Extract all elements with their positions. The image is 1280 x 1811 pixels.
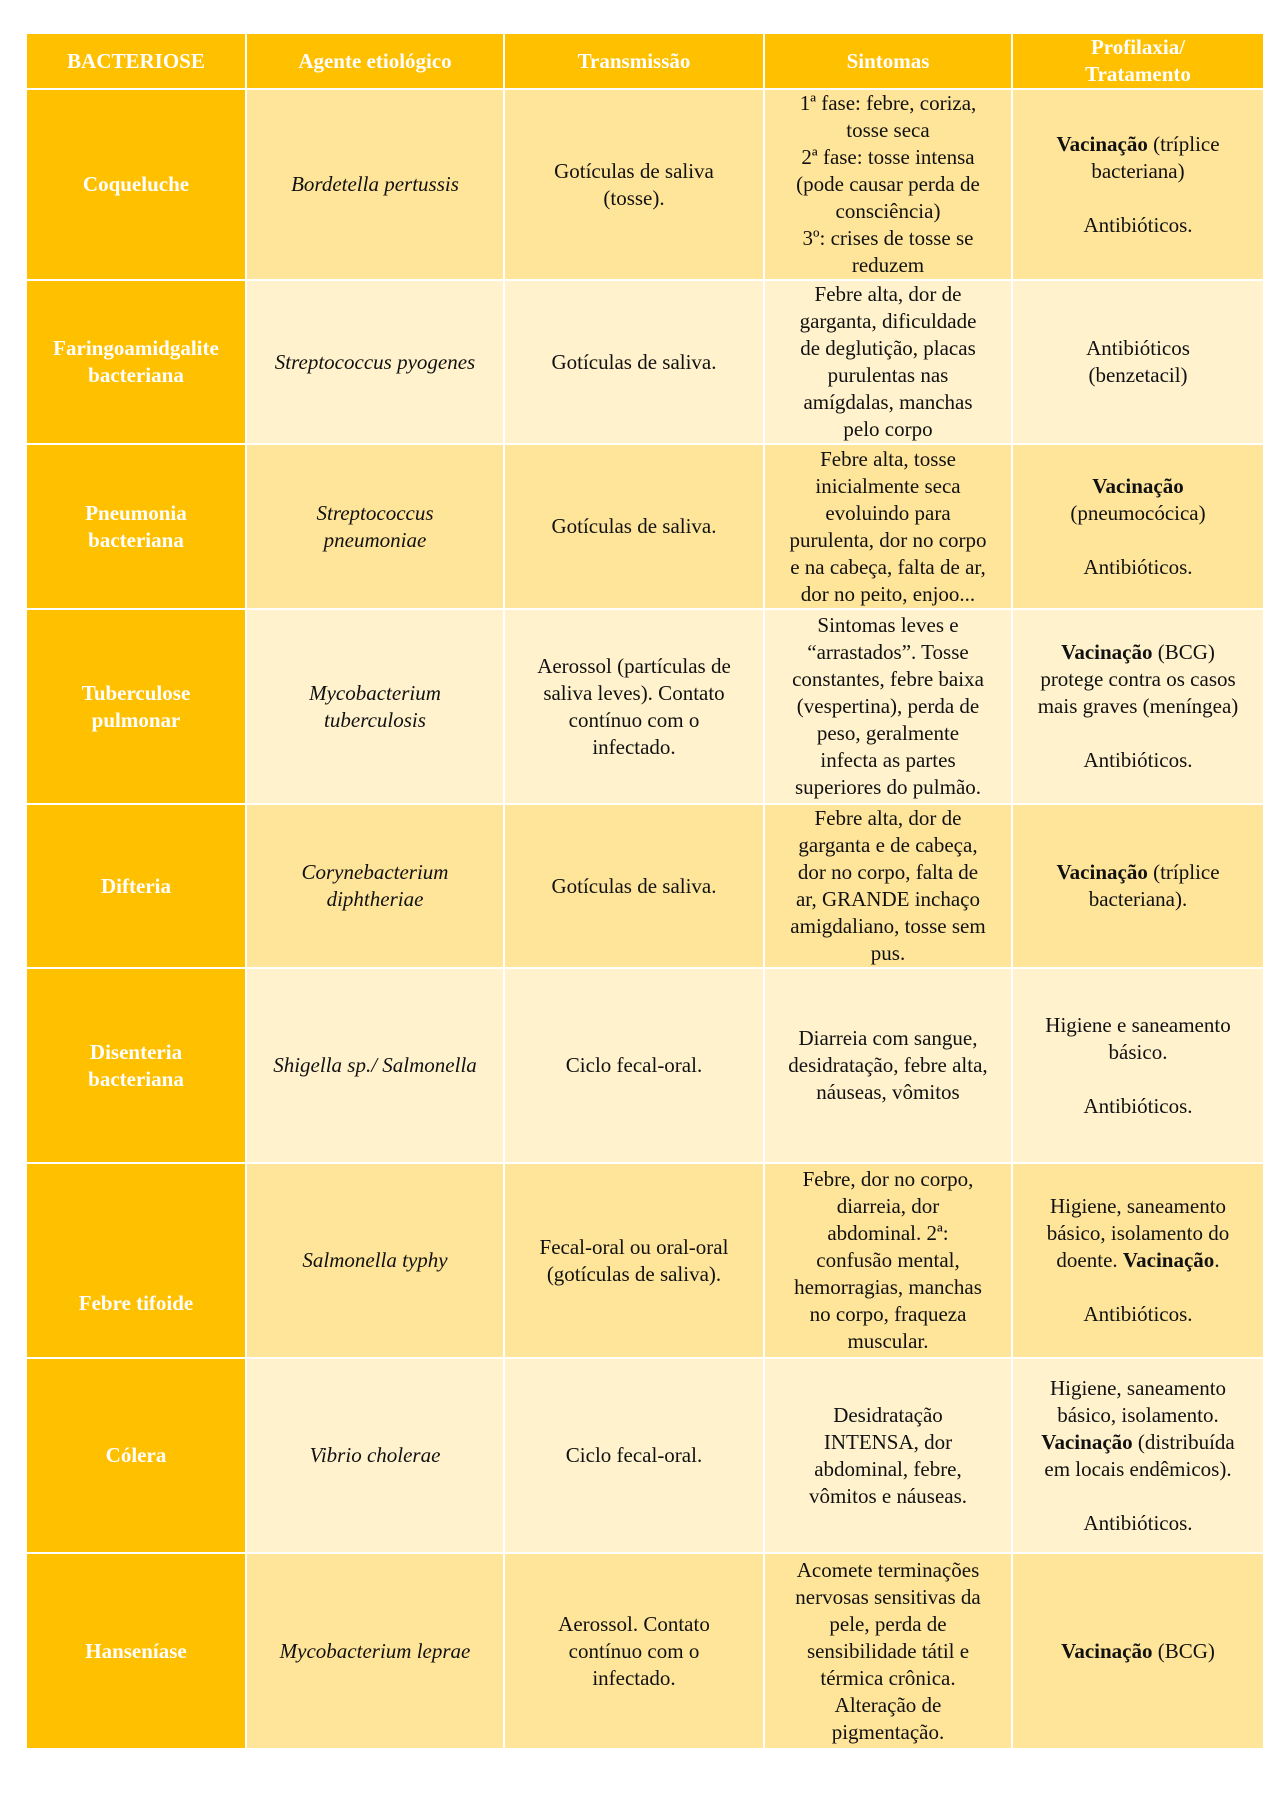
- spacer: [1019, 720, 1257, 747]
- symptom-line: “arrastados”. Tosse: [807, 640, 969, 664]
- prophylaxis-text: doente.: [1056, 1248, 1123, 1272]
- transmission-cell: [504, 804, 764, 968]
- transmission-line: infectado.: [592, 734, 676, 759]
- prophylaxis-line: Antibióticos.: [1083, 1093, 1193, 1118]
- symptom-line: Alteração de: [834, 1692, 942, 1717]
- symptom-line: 1ª fase: febre, coriza,: [799, 91, 977, 115]
- symptoms-cell: [764, 1358, 1012, 1553]
- transmission-line: (tosse).: [603, 185, 665, 210]
- agent-name: Mycobacterium: [309, 680, 441, 705]
- disease-name: Pneumonia: [85, 500, 187, 525]
- prophylaxis-line: [1019, 131, 1257, 158]
- spacer: [1019, 527, 1257, 554]
- vaccination-label: Vacinação: [1061, 1638, 1153, 1663]
- prophylaxis-line: [1019, 859, 1257, 886]
- transmission-line: infectado.: [592, 1665, 676, 1690]
- prophylaxis-cell: [1012, 280, 1264, 444]
- agent-name: Streptococcus: [316, 500, 434, 525]
- transmission-line: Aerossol. Contato: [558, 1611, 710, 1636]
- disease-name: Cólera: [105, 1443, 167, 1467]
- disease-name: bacteriana: [88, 363, 184, 387]
- disease-cell: [26, 1358, 246, 1553]
- symptom-line: no corpo, fraqueza: [809, 1302, 967, 1326]
- disease-name: bacteriana: [88, 1066, 184, 1091]
- symptom-line: pus.: [870, 941, 906, 965]
- symptoms-cell: [764, 968, 1012, 1163]
- prophylaxis-cell: [1012, 968, 1264, 1163]
- disease-name: Faringoamidgalite: [53, 336, 219, 360]
- table-header-row: [26, 33, 1264, 89]
- prophylaxis-line: [1019, 1247, 1257, 1274]
- transmission-line: Ciclo fecal-oral.: [565, 1443, 703, 1467]
- table-row: [26, 968, 1264, 1163]
- symptom-line: Febre alta, dor de: [814, 806, 962, 830]
- header-prophylaxis: [1012, 33, 1264, 89]
- symptom-line: superiores do pulmão.: [794, 775, 982, 799]
- prophylaxis-line: [1019, 1638, 1257, 1665]
- prophylaxis-line: [1019, 1429, 1257, 1456]
- prophylaxis-text: (distribuída: [1132, 1429, 1235, 1454]
- prophylaxis-line: Antibióticos.: [1083, 748, 1193, 772]
- prophylaxis-line: Antibióticos.: [1083, 554, 1193, 579]
- header-symptoms: Sintomas: [764, 33, 1012, 89]
- symptom-line: garganta e de cabeça,: [798, 833, 978, 857]
- vaccination-label: Vacinação: [1056, 131, 1148, 156]
- symptom-line: dor no corpo, falta de: [797, 860, 979, 884]
- symptom-line: vômitos e náuseas.: [808, 1483, 968, 1508]
- header-disease: BACTERIOSE: [26, 33, 246, 89]
- disease-cell: [26, 968, 246, 1163]
- symptom-line: abdominal, febre,: [814, 1456, 962, 1481]
- header-prophylaxis-line2: Tratamento: [1085, 62, 1191, 86]
- symptom-line: térmica crônica.: [820, 1665, 956, 1690]
- prophylaxis-line: Antibióticos.: [1083, 1510, 1193, 1535]
- agent-name: Streptococcus pyogenes: [274, 349, 476, 374]
- symptom-line: garganta, dificuldade: [799, 309, 977, 333]
- prophylaxis-cell: [1012, 609, 1264, 804]
- symptom-line: 2ª fase: tosse intensa: [801, 145, 975, 169]
- prophylaxis-line: (pneumocócica): [1070, 500, 1206, 525]
- table-row: [26, 1358, 1264, 1553]
- transmission-cell: [504, 968, 764, 1163]
- agent-name: Bordetella pertussis: [291, 172, 459, 196]
- prophylaxis-text: (BCG): [1152, 640, 1215, 664]
- disease-name: Hanseníase: [85, 1638, 187, 1663]
- transmission-line: contínuo com o: [568, 1638, 700, 1663]
- prophylaxis-text: (tríplice: [1147, 860, 1220, 884]
- transmission-line: Fecal-oral ou oral-oral: [539, 1234, 729, 1259]
- prophylaxis-line: (benzetacil): [1088, 363, 1188, 387]
- symptom-line: purulentas nas: [827, 363, 949, 387]
- prophylaxis-line: [1019, 473, 1257, 500]
- agent-cell: [246, 609, 504, 804]
- prophylaxis-text: .: [1214, 1248, 1220, 1272]
- symptoms-cell: [764, 444, 1012, 609]
- symptom-line: Febre alta, tosse: [820, 446, 956, 471]
- transmission-cell: [504, 280, 764, 444]
- prophylaxis-cell: [1012, 444, 1264, 609]
- symptom-line: hemorragias, manchas: [794, 1275, 982, 1299]
- disease-cell: [26, 444, 246, 609]
- agent-cell: [246, 444, 504, 609]
- disease-name: Febre tifoide: [78, 1291, 194, 1315]
- disease-cell: [26, 804, 246, 968]
- header-agent: Agente etiológico: [246, 33, 504, 89]
- transmission-cell: [504, 444, 764, 609]
- spacer: [1019, 1483, 1257, 1510]
- agent-name: Vibrio cholerae: [309, 1443, 441, 1467]
- disease-name: bacteriana: [88, 527, 184, 552]
- prophylaxis-cell: [1012, 1358, 1264, 1553]
- transmission-cell: [504, 89, 764, 280]
- agent-cell: [246, 89, 504, 280]
- symptom-line: (vespertina), perda de: [796, 694, 980, 718]
- symptom-line: Febre alta, dor de: [814, 282, 962, 306]
- symptom-line: Febre, dor no corpo,: [802, 1167, 974, 1191]
- symptom-line: desidratação, febre alta,: [788, 1053, 988, 1077]
- table-row: [26, 609, 1264, 804]
- vaccination-label: Vacinação: [1056, 860, 1148, 884]
- symptom-line: diarreia, dor: [836, 1194, 940, 1218]
- symptom-line: náuseas, vômitos: [816, 1080, 960, 1104]
- prophylaxis-line: protege contra os casos: [1040, 667, 1236, 691]
- bacteriosis-table: [25, 32, 1265, 1750]
- symptom-line: Desidratação: [833, 1402, 943, 1427]
- transmission-line: (gotículas de saliva).: [546, 1261, 722, 1286]
- spacer: [1019, 1274, 1257, 1301]
- symptom-line: ar, GRANDE inchaço: [795, 887, 981, 911]
- disease-name: pulmonar: [91, 707, 181, 732]
- transmission-cell: [504, 609, 764, 804]
- prophylaxis-line: em locais endêmicos).: [1044, 1456, 1232, 1481]
- table-row: [26, 89, 1264, 280]
- symptom-line: purulenta, dor no corpo: [789, 527, 987, 552]
- prophylaxis-line: Antibióticos.: [1083, 212, 1193, 237]
- symptom-line: abdominal. 2ª:: [827, 1221, 949, 1245]
- vaccination-label: Vacinação: [1092, 473, 1184, 498]
- transmission-line: Aerossol (partículas de: [537, 653, 731, 678]
- symptom-line: Sintomas leves e: [817, 613, 959, 637]
- transmission-cell: [504, 1358, 764, 1553]
- vaccination-label: Vacinação: [1061, 640, 1153, 664]
- symptom-line: constantes, febre baixa: [792, 667, 984, 691]
- prophylaxis-line: Antibióticos: [1086, 336, 1190, 360]
- prophylaxis-line: básico, isolamento do: [1046, 1221, 1230, 1245]
- agent-name: Shigella sp./ Salmonella: [273, 1053, 477, 1077]
- symptom-line: (pode causar perda de: [796, 172, 980, 196]
- agent-cell: [246, 968, 504, 1163]
- prophylaxis-text: (tríplice: [1147, 131, 1220, 156]
- symptom-line: de deglutição, placas: [800, 336, 976, 360]
- table-row: [26, 1163, 1264, 1358]
- agent-name: tuberculosis: [324, 707, 426, 732]
- symptom-line: sensibilidade tátil e: [806, 1638, 970, 1663]
- symptom-line: reduzem: [851, 253, 925, 277]
- prophylaxis-line: Higiene, saneamento: [1049, 1194, 1227, 1218]
- prophylaxis-line: básico.: [1108, 1039, 1168, 1064]
- prophylaxis-line: Antibióticos.: [1083, 1302, 1193, 1326]
- agent-cell: [246, 804, 504, 968]
- symptoms-cell: [764, 280, 1012, 444]
- symptom-line: muscular.: [847, 1329, 929, 1353]
- prophylaxis-line: [1019, 639, 1257, 666]
- transmission-line: Gotículas de saliva.: [551, 349, 717, 374]
- symptom-line: inicialmente seca: [815, 473, 961, 498]
- prophylaxis-text: (BCG): [1152, 1638, 1215, 1663]
- symptom-line: amigdaliano, tosse sem: [790, 914, 986, 938]
- disease-name: Difteria: [101, 873, 171, 898]
- prophylaxis-cell: [1012, 1163, 1264, 1358]
- table-row: [26, 444, 1264, 609]
- prophylaxis-line: mais graves (meníngea): [1037, 694, 1239, 718]
- agent-cell: [246, 1358, 504, 1553]
- symptom-line: consciência): [835, 199, 941, 223]
- symptoms-cell: [764, 609, 1012, 804]
- agent-name: Salmonella typhy: [302, 1248, 448, 1272]
- agent-cell: [246, 1553, 504, 1749]
- disease-cell: [26, 1163, 246, 1358]
- symptom-line: amígdalas, manchas: [803, 390, 973, 414]
- prophylaxis-line: bacteriana).: [1088, 887, 1188, 911]
- disease-cell: [26, 609, 246, 804]
- prophylaxis-line: básico, isolamento.: [1057, 1402, 1219, 1427]
- symptoms-cell: [764, 89, 1012, 280]
- symptom-line: evoluindo para: [825, 500, 951, 525]
- symptoms-cell: [764, 804, 1012, 968]
- disease-name: Coqueluche: [82, 172, 190, 196]
- symptom-line: Acomete terminações: [796, 1557, 980, 1582]
- header-transmission: Transmissão: [504, 33, 764, 89]
- symptom-line: pele, perda de: [829, 1611, 947, 1636]
- transmission-cell: [504, 1553, 764, 1749]
- symptom-line: confusão mental,: [816, 1248, 960, 1272]
- symptom-line: nervosas sensitivas da: [795, 1584, 981, 1609]
- transmission-line: contínuo com o: [568, 707, 700, 732]
- header-prophylaxis-line1: Profilaxia/: [1090, 35, 1186, 59]
- table-row: [26, 804, 1264, 968]
- symptom-line: tosse seca: [846, 118, 930, 142]
- table-row: [26, 280, 1264, 444]
- vaccination-label: Vacinação: [1122, 1248, 1215, 1272]
- symptom-line: infecta as partes: [820, 748, 956, 772]
- transmission-line: saliva leves). Contato: [543, 680, 725, 705]
- symptom-line: peso, geralmente: [816, 721, 960, 745]
- agent-name: Corynebacterium: [301, 860, 449, 884]
- prophylaxis-cell: [1012, 1553, 1264, 1749]
- prophylaxis-line: Higiene, saneamento: [1049, 1375, 1227, 1400]
- symptom-line: 3º: crises de tosse se: [802, 226, 974, 250]
- prophylaxis-line: bacteriana): [1091, 158, 1185, 183]
- agent-name: diphtheriae: [326, 887, 424, 911]
- symptom-line: e na cabeça, falta de ar,: [790, 554, 986, 579]
- symptoms-cell: [764, 1163, 1012, 1358]
- agent-name: Mycobacterium leprae: [279, 1638, 471, 1663]
- spacer: [1019, 185, 1257, 212]
- prophylaxis-line: Higiene e saneamento: [1045, 1012, 1231, 1037]
- vaccination-label: Vacinação: [1041, 1429, 1133, 1454]
- prophylaxis-cell: [1012, 804, 1264, 968]
- symptom-line: pigmentação.: [831, 1719, 945, 1744]
- disease-cell: [26, 1553, 246, 1749]
- disease-cell: [26, 89, 246, 280]
- prophylaxis-cell: [1012, 89, 1264, 280]
- transmission-cell: [504, 1163, 764, 1358]
- transmission-line: Gotículas de saliva.: [551, 514, 717, 538]
- transmission-line: Ciclo fecal-oral.: [565, 1053, 703, 1077]
- transmission-line: Gotículas de saliva.: [551, 873, 717, 898]
- disease-name: Disenteria: [89, 1039, 183, 1064]
- table-row: [26, 1553, 1264, 1749]
- symptom-line: INTENSA, dor: [823, 1429, 953, 1454]
- disease-cell: [26, 280, 246, 444]
- agent-name: pneumoniae: [323, 527, 427, 552]
- symptoms-cell: [764, 1553, 1012, 1749]
- transmission-line: Gotículas de saliva: [554, 158, 714, 183]
- disease-name: Tuberculose: [81, 680, 191, 705]
- agent-cell: [246, 280, 504, 444]
- symptom-line: pelo corpo: [843, 417, 933, 441]
- symptom-line: Diarreia com sangue,: [798, 1026, 978, 1050]
- symptom-line: dor no peito, enjoo...: [800, 581, 976, 606]
- agent-cell: [246, 1163, 504, 1358]
- spacer: [1019, 1066, 1257, 1093]
